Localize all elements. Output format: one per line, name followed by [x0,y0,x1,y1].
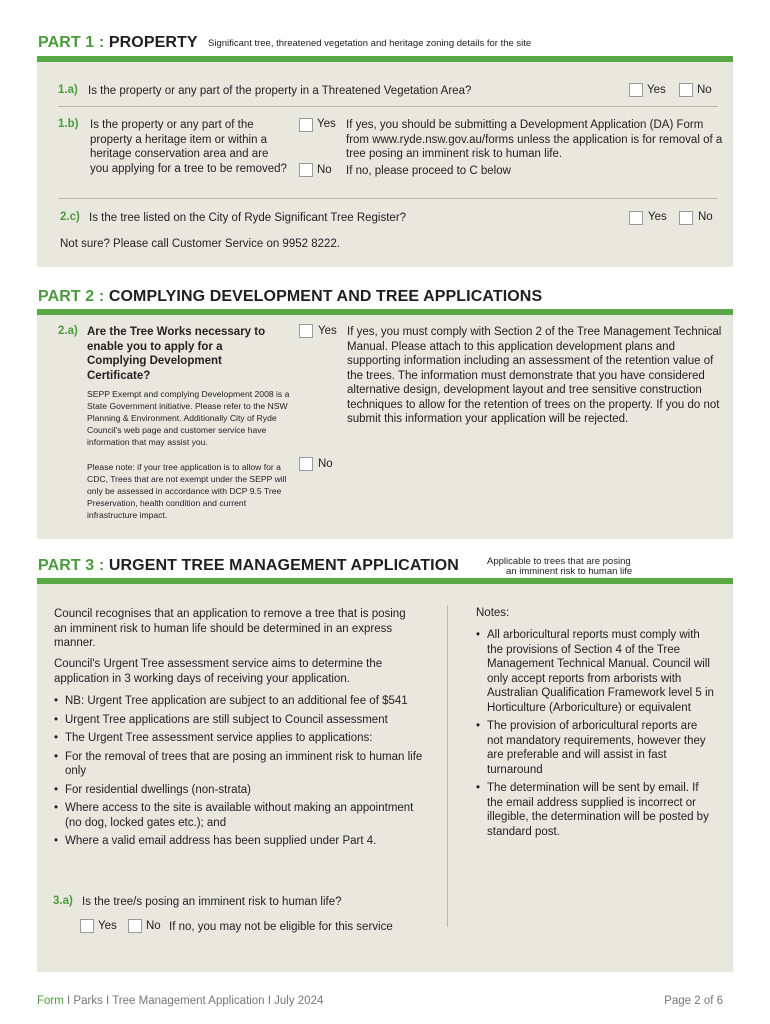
q1a-yes-checkbox[interactable] [629,83,643,97]
q2c-text: Is the tree listed on the City of Ryde Significant Tree Register? [89,212,407,224]
list-item: • Urgent Tree applications are still subject to Council assessment [54,713,424,728]
footer-page-number: Page 2 of 6 [664,995,723,1007]
part3-bullet-list [54,694,424,853]
not-sure-text: Not sure? Please call Customer Service on 9952 8222. [60,238,340,250]
q1b-no-checkbox[interactable] [299,163,313,177]
q1b-yes-explanation: If yes, you should be submitting a Development Application (DA) Form from www.ryde.nsw.gov.au/forms unless the application is for removal of a tree posing an imminent risk to human life. [346,119,723,160]
q3a-yes-checkbox[interactable] [80,919,94,933]
q1a-no-checkbox[interactable] [679,83,693,97]
q2c-yes-checkbox[interactable] [629,211,643,225]
footer-form-word: Form [37,995,64,1007]
column-divider [447,605,448,927]
q2a-note-sepp: SEPP Exempt and complying Development 2008 is a State Government initiative. Please refer to the NSW Planning & Environment. Additionally City of Ryde Council's web page and customer service have information that may assist you. [87,389,290,447]
divider [58,106,718,107]
part1-subtitle: Significant tree, threatened vegetation and heritage zoning details for the site [208,38,532,49]
part2-heading [38,288,542,306]
q1a-text: Is the property or any part of the property in a Threatened Vegetation Area? [88,85,472,97]
list-item: • Where a valid email address has been supplied under Part 4. [54,834,424,849]
q2a-text: Are the Tree Works necessary to enable you to apply for a Complying Development Certificate? [87,326,266,382]
list-item: • All arboricultural reports must comply with the provisions of Section 4 of the Tree Management Technical Manual. Council will only accept reports from arborists with Australian Qualification Framework level 5 in Horticulture (Arboriculture) or equivalent [476,628,716,715]
part3-title: URGENT TREE MANAGEMENT APPLICATION [108,557,459,574]
q2a-no-checkbox[interactable] [299,457,313,471]
q2c-yes-label: Yes [648,211,667,223]
q1b-number: 1.b) [58,118,79,130]
part3-heading [38,557,459,575]
q2c-no-label: No [698,211,713,223]
notes-title: Notes: [476,607,510,619]
part1-title: PROPERTY [108,34,198,51]
divider [58,198,718,199]
q2c-number: 2.c) [60,211,80,223]
part3-intro-service: Council's Urgent Tree assessment service aims to determine the application in 3 working days of receiving your application. [54,658,383,685]
q1b-no-label: No [317,164,332,176]
list-item: • The determination will be sent by email. If the email address supplied is incorrect or illegible, the determination will be posted by standard post. [476,781,716,839]
list-item: • For the removal of trees that are posing an imminent risk to human life only [54,750,424,779]
list-item: • The Urgent Tree assessment service applies to applications: [54,731,424,746]
q3a-number: 3.a) [53,895,73,907]
list-item: • Where access to the site is available without making an appointment (no dog, locked gates etc.); and [54,801,424,830]
q3a-no-checkbox[interactable] [128,919,142,933]
part3-subtitle-line2: an imminent risk to human life [506,566,633,577]
part2-number: PART 2 : [38,288,105,305]
q3a-yes-label: Yes [98,920,117,932]
q1b-yes-label: Yes [317,118,336,130]
q1b-yes-checkbox[interactable] [299,118,313,132]
footer-document-title: I Parks I Tree Management Application I July 2024 [63,995,324,1007]
part3-intro: Council recognises that an application to remove a tree that is posing an imminent risk to human life should be determined in an express manner. [54,608,406,649]
q2a-no-label: No [318,458,333,470]
q3a-text: Is the tree/s posing an imminent risk to human life? [82,896,342,908]
q1a-no-label: No [697,84,712,96]
q1a-yes-label: Yes [647,84,666,96]
list-item: • For residential dwellings (non-strata) [54,783,424,798]
part2-title: COMPLYING DEVELOPMENT AND TREE APPLICATIONS [108,288,543,305]
q3a-no-explanation: If no, you may not be eligible for this service [169,921,393,933]
q2a-yes-checkbox[interactable] [299,324,313,338]
q2a-note-cdc: Please note: if your tree application is to allow for a CDC, Trees that are not exempt under the SEPP will only be assessed in accordance with DCP 9.5 Tree Preservation, health condition and current infrastructure impact. [87,462,287,520]
notes-list [476,628,716,843]
q1a-number: 1.a) [58,84,78,96]
part3-number: PART 3 : [38,557,105,574]
q1b-text: Is the property or any part of the property a heritage item or within a heritage conservation area and are you applying for a tree to be removed? [90,119,287,175]
list-item: • The provision of arboricultural reports are not mandatory requirements, however they are preferable and will assist in fast turnaround [476,719,716,777]
part1-heading [38,34,198,52]
q2a-yes-explanation: If yes, you must comply with Section 2 of the Tree Management Technical Manual. Please attach to this application development plans and supporting information including an assessment of the retention value of the trees. The information must demonstrate that you have considered alternative design, development layout and tree sensitive construction techniques to allow for the retention of trees on the property. If you do not submit this information your application will be rejected. [347,326,722,425]
list-item: • NB: Urgent Tree application are subject to an additional fee of $541 [54,694,424,709]
q2a-number: 2.a) [58,325,78,337]
part3-subtitle-line1: Applicable to trees that are posing [487,556,631,567]
part1-number: PART 1 : [38,34,105,51]
footer-document-info [37,995,323,1007]
q3a-no-label: No [146,920,161,932]
q1b-no-explanation: If no, please proceed to C below [346,165,511,177]
q2c-no-checkbox[interactable] [679,211,693,225]
q2a-yes-label: Yes [318,325,337,337]
